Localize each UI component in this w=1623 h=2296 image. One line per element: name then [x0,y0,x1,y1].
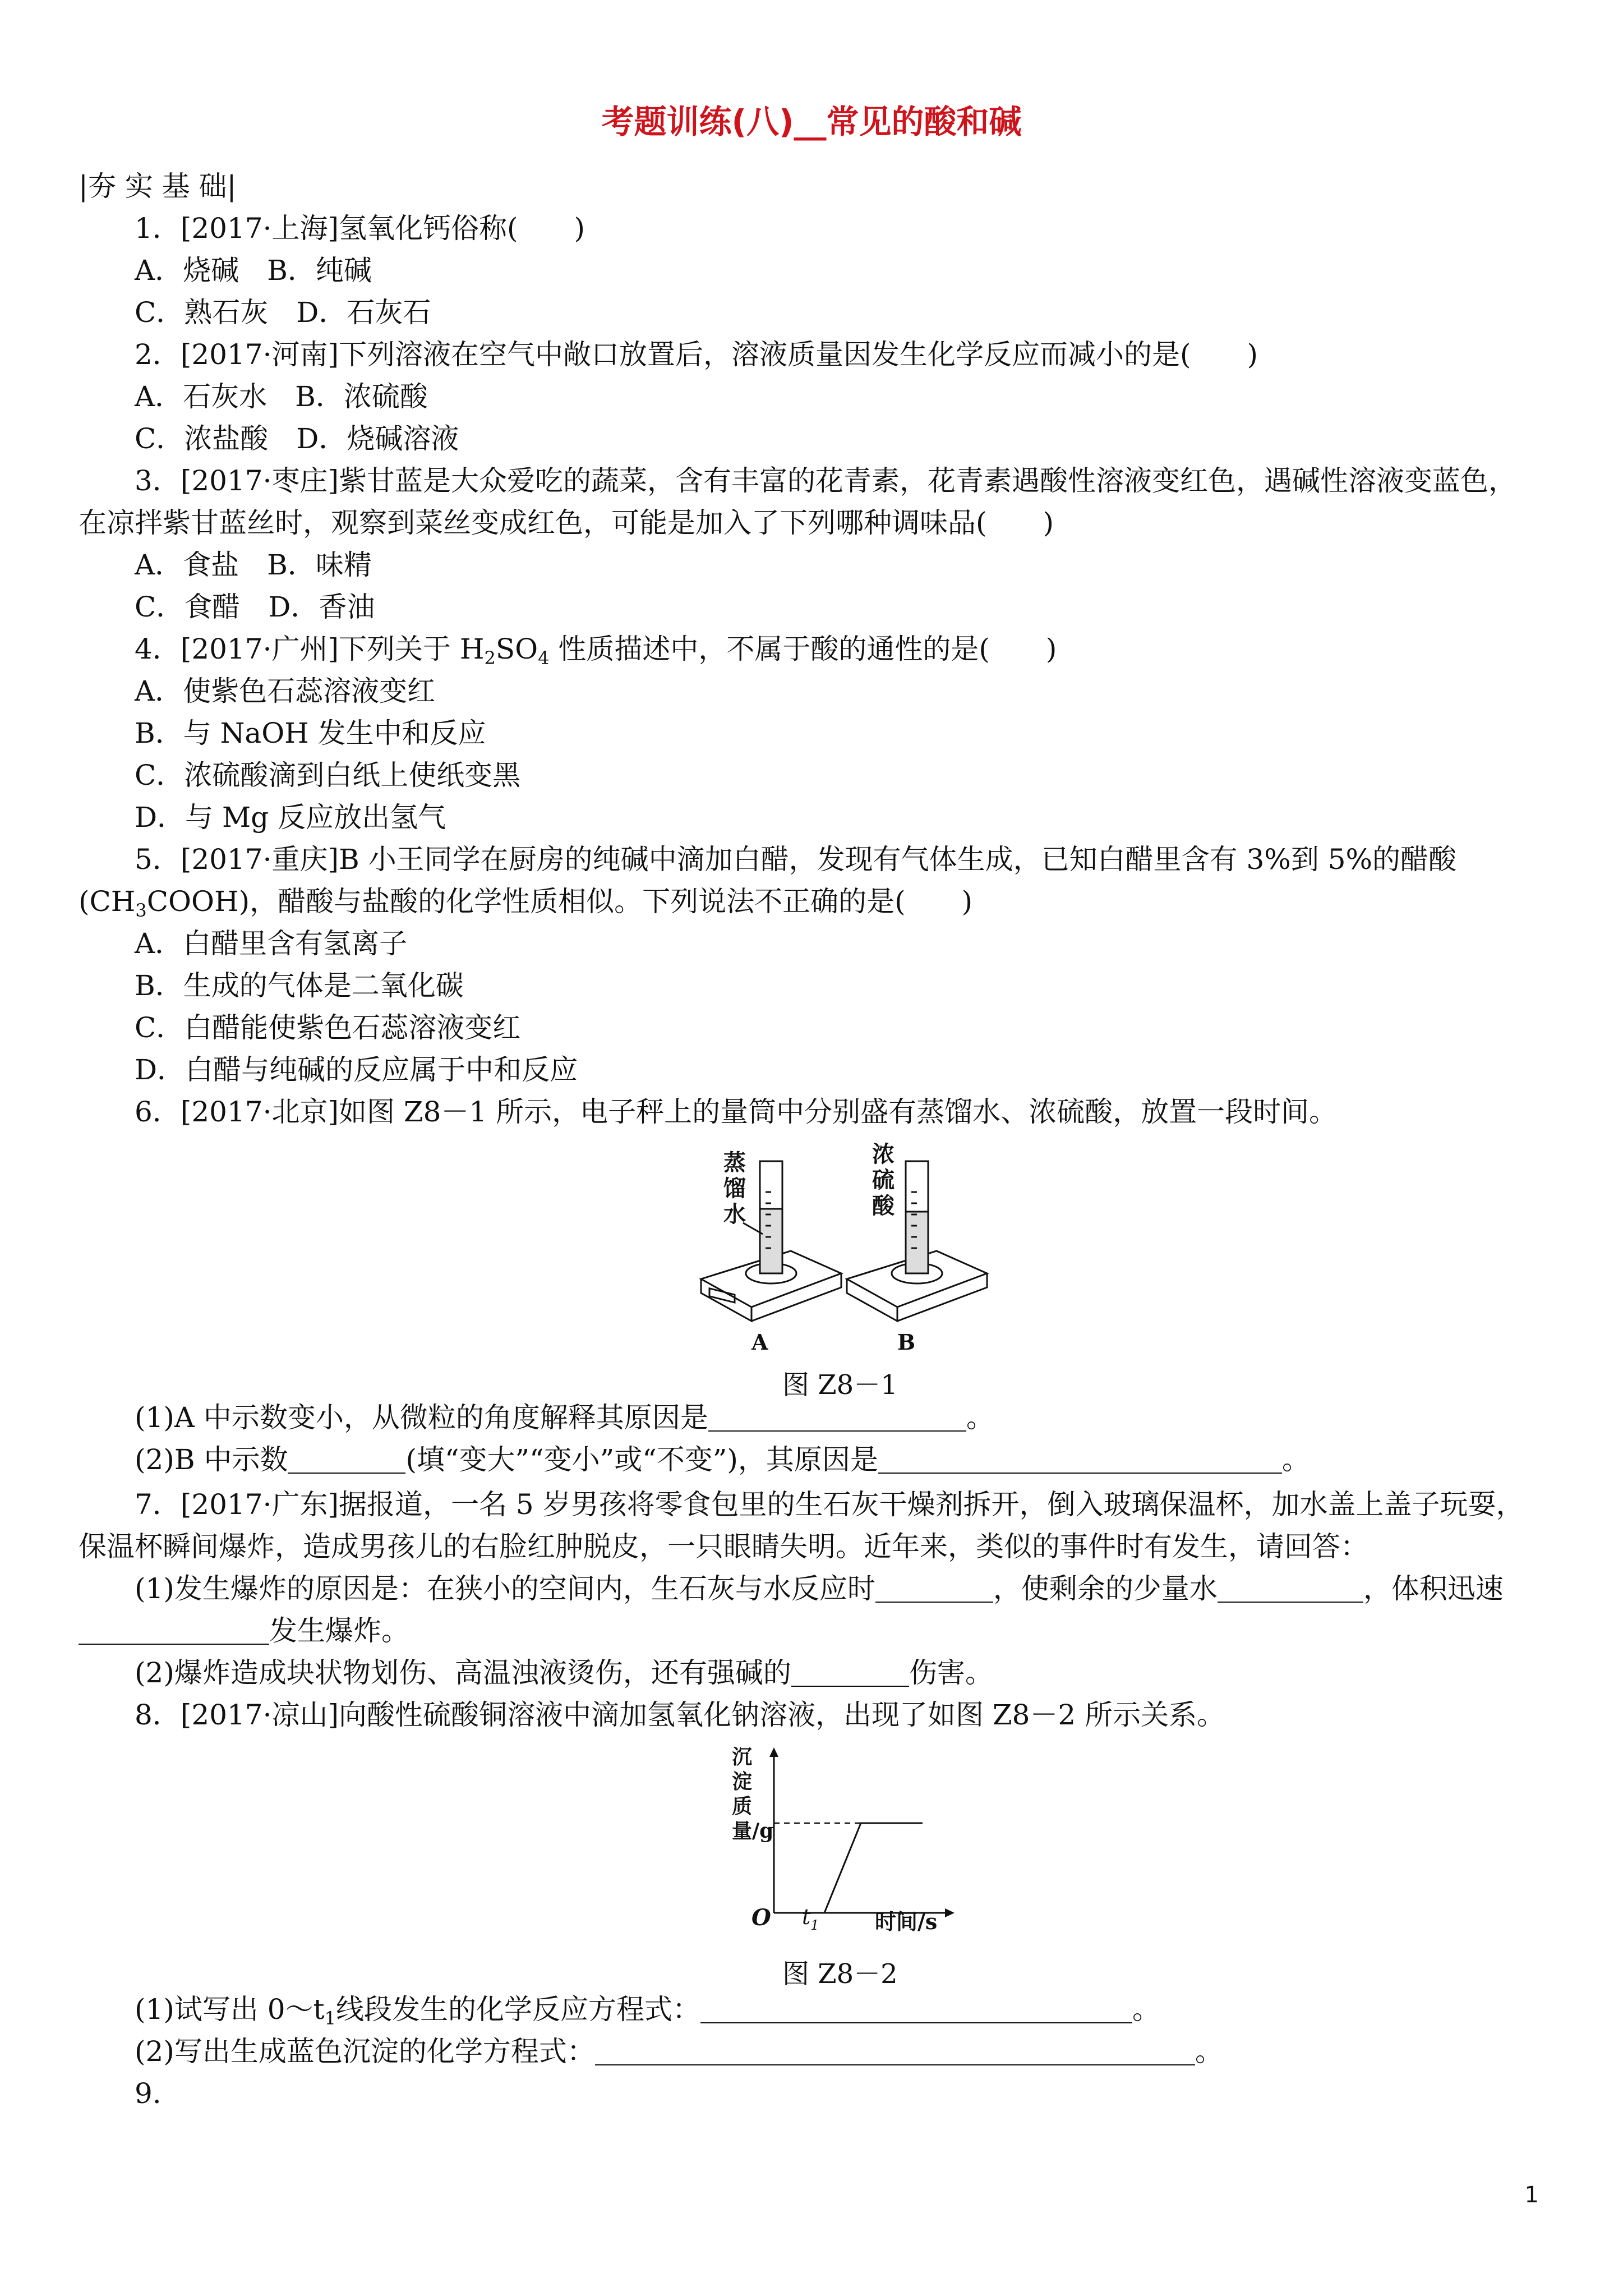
answer-blank[interactable] [708,1402,966,1432]
q7-part1-text: ，使剩余的少量水 [993,1572,1218,1605]
q3-options-cd: C．食醋 D．香油 [135,591,375,623]
section-heading: |夯 实 基 础| [79,170,237,203]
q2-options-cd: C．浓盐酸 D．烧碱溶液 [135,422,459,455]
y-axis-arrow [769,1747,778,1757]
x-tick-label [802,1904,819,1933]
q4-subscript: 4 [538,647,550,669]
x-axis-label: 时间/s [875,1909,938,1934]
page-title: 考题训练(八)__常见的酸和碱 [601,103,1022,141]
answer-blank[interactable] [878,1444,1282,1474]
q8-part2-text: (2)写出生成蓝色沉淀的化学方程式： [135,2035,595,2068]
q8-part1-end: 。 [1132,1993,1160,2026]
q1-stem: 1．[2017·上海]氢氧化钙俗称( ) [135,212,585,245]
q4-stem-part: 性质描述中，不属于酸的通性的是( ) [549,633,1057,665]
q7-part1 [135,1571,1504,1607]
q8-part1-text: 线段发生的化学反应方程式： [335,1993,700,2026]
q1-options-cd: C．熟石灰 D．石灰石 [135,296,431,329]
answer-blank[interactable] [595,2036,1195,2065]
q5-stem-line2 [79,884,972,928]
q5-stem-part: COOH)，醋酸与盐酸的化学性质相似。下列说法不正确的是( ) [146,885,973,918]
q7-part1-cont [79,1613,409,1649]
q6-part2-text: (填“变大”“变小”或“不变”)，其原因是 [405,1443,878,1476]
q5-stem-part: (CH [79,885,136,918]
q5-option-d: D．白醋与纯碱的反应属于中和反应 [135,1053,578,1086]
q8-subscript: 1 [324,2008,336,2029]
q7-part2 [135,1655,993,1691]
q6-part1-end: 。 [966,1401,994,1434]
q2-options-ab: A．石灰水 B．浓硫酸 [135,380,428,413]
q7-part2-text: (2)爆炸造成块状物划伤、高温浊液烫伤，还有强碱的 [135,1657,791,1689]
q7-part2-text: 伤害。 [909,1657,993,1689]
q6-label-b: B [897,1329,916,1355]
q7-part1-text: ，体积迅速 [1363,1572,1504,1605]
q4-option-a: A．使紫色石蕊溶液变红 [135,675,436,707]
q6-label-a: A [751,1329,768,1355]
q5-subscript: 3 [135,900,147,921]
q4-stem [135,631,1057,676]
q6-part2-text: (2)B 中示数 [135,1443,288,1476]
q2-stem: 2．[2017·河南]下列溶液在空气中敞口放置后，溶液质量因发生化学反应而减小的是( ) [135,338,1258,371]
q7-part1-text: 发生爆炸。 [269,1614,409,1647]
q4-subscript: 2 [484,647,496,669]
q5-option-b: B．生成的气体是二氧化碳 [135,969,464,1002]
q7-part1-text: (1)发生爆炸的原因是：在狭小的空间内，生石灰与水反应时 [135,1572,875,1605]
answer-blank[interactable] [1218,1573,1363,1603]
answer-blank[interactable] [875,1573,993,1603]
q4-option-c: C．浓硫酸滴到白纸上使纸变黑 [135,759,521,792]
page-number: 1 [1524,2182,1539,2208]
x-axis-arrow [945,1908,955,1917]
answer-blank[interactable] [700,1994,1132,2023]
answer-blank[interactable] [288,1444,405,1474]
q3-options-ab: A．食盐 B．味精 [135,549,372,581]
q6-stem: 6．[2017·北京]如图 Z8－1 所示，电子秤上的量筒中分别盛有蒸馏水、浓硫酸，放置一段时间。 [135,1096,1338,1128]
answer-blank[interactable] [791,1658,909,1687]
q1-options-ab: A．烧碱 B．纯碱 [135,254,372,287]
q5-stem-line1: 5．[2017·重庆]B 小王同学在厨房的纯碱中滴加白醋，发现有气体生成，已知白醋里含有 3%到 5%的醋酸 [135,843,1457,876]
x-tick-sub: 1 [810,1917,819,1933]
q5-option-a: A．白醋里含有氢离子 [135,927,408,960]
q6-label-acid: 浓硫酸 [872,1141,895,1219]
q8-part1 [135,1991,1160,2036]
q7-stem-line2: 保温杯瞬间爆炸，造成男孩儿的右脸红肿脱皮，一只眼睛失明。近年来，类似的事件时有发生，请回答： [79,1530,1368,1563]
q6-part2 [135,1442,1310,1478]
y-axis-label-text: 沉淀质量/g [732,1745,774,1843]
x-tick-t: t [802,1904,811,1929]
q6-part1 [135,1400,994,1435]
q9-stem: 9. [135,2077,162,2110]
q6-caption: 图 Z8－1 [782,1369,898,1401]
q5-option-c: C．白醋能使紫色石蕊溶液变红 [135,1011,521,1044]
q3-stem-line2: 在凉拌紫甘蓝丝时，观察到菜丝变成红色，可能是加入了下列哪种调味品( ) [79,507,1054,539]
q6-label-water: 蒸馏水 [723,1149,746,1227]
q6-part2-end: 。 [1281,1443,1310,1476]
q6-part1-text: (1)A 中示数变小，从微粒的角度解释其原因是 [135,1401,708,1434]
q4-stem-part: 4．[2017·广州]下列关于 H [135,633,485,665]
q8-caption: 图 Z8－2 [782,1958,898,1990]
q8-part1-text: (1)试写出 0～t [135,1993,325,2026]
q4-option-b: B．与 NaOH 发生中和反应 [135,717,486,749]
q4-stem-part: SO [495,633,538,665]
q8-part2-end: 。 [1195,2035,1223,2068]
series-line [774,1823,923,1913]
q7-stem-line1: 7．[2017·广东]据报道，一名 5 岁男孩将零食包里的生石灰干燥剂拆开，倒入玻璃保温杯，加水盖上盖子玩耍， [135,1488,1524,1521]
origin-label: O [751,1904,771,1931]
q8-part2 [135,2033,1223,2069]
q3-stem-line1: 3．[2017·枣庄]紫甘蓝是大众爱吃的蔬菜，含有丰富的花青素，花青素遇酸性溶液变红色，遇碱性溶液变蓝色， [135,464,1516,497]
q4-option-d: D．与 Mg 反应放出氢气 [135,801,446,834]
answer-blank[interactable] [79,1616,269,1645]
q8-stem: 8．[2017·凉山]向酸性硫酸铜溶液中滴加氢氧化钠溶液，出现了如图 Z8－2 所示关系。 [135,1699,1225,1731]
